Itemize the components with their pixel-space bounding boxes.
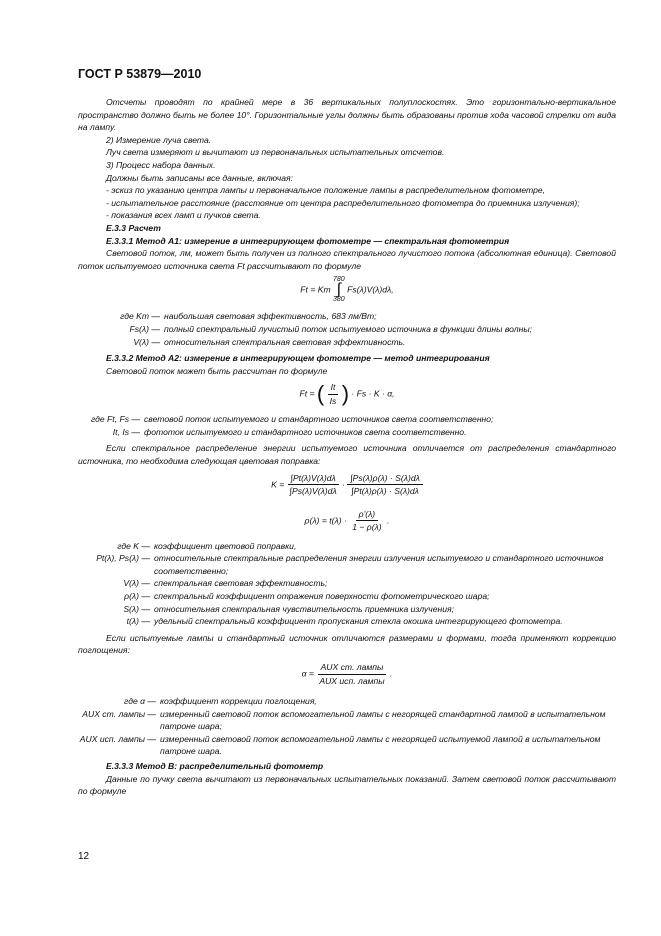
fraction-denominator: ∫Pt(λ)ρ(λ) · S(λ)dλ <box>351 486 419 497</box>
definition-item <box>78 310 616 323</box>
paragraph: 3) Процесс набора данных. <box>106 159 216 170</box>
list-item: - испытательное расстояние (расстояние от центра распределительного фотометра до приемника излучения); <box>106 197 580 208</box>
paren-left: ( <box>316 381 325 407</box>
formula-rhs: · Fs · K · α, <box>351 388 395 399</box>
definition-item <box>78 695 616 708</box>
definition-symbol: V(λ) — <box>123 578 150 589</box>
fraction-denominator: 1 − ρ(λ) <box>352 522 382 533</box>
formula-end: . <box>387 515 390 526</box>
definition-item <box>78 733 616 758</box>
definition-symbol: It, Is — <box>112 426 140 437</box>
definition-item <box>78 413 616 426</box>
fraction <box>316 661 387 687</box>
definition-item <box>78 323 616 336</box>
definition-symbol: AUX исп. лампы — <box>79 733 156 744</box>
definition-item <box>78 552 616 577</box>
definition-text: спектральная световая эффективность; <box>154 578 328 589</box>
formula-lhs: Ft = Km <box>300 284 331 295</box>
formula-luminous-flux-spectral <box>78 276 616 306</box>
definition-text: относительные спектральные распределения энергии излучения испытуемого и стандартного источников соответственно; <box>154 553 604 576</box>
list-item: - эскиз по указанию центра лампы и первоначальное положение лампы в распределительном фотометре, <box>106 185 546 196</box>
integral-lower-limit: 380 <box>333 296 345 304</box>
definition-text: относительная спектральная чувствительность приемника излучения; <box>154 603 454 614</box>
definition-text: полный спектральный лучистый поток испытуемого источника в функции длины волны; <box>164 323 533 334</box>
formula-absorption-correction <box>78 661 616 691</box>
paragraph: Если испытуемые лампы и стандартный источник отличаются размерами и формами, тогда применяют коррекцию поглощения: <box>78 632 616 656</box>
integral-sign: ∫ <box>336 281 342 299</box>
multiply-dot: · <box>342 479 345 490</box>
paren-right: ) <box>341 381 350 407</box>
definition-symbol: Pt(λ), Ps(λ) — <box>96 553 150 564</box>
integral-upper-limit: 780 <box>333 276 345 284</box>
definition-item <box>78 603 616 616</box>
definition-text: относительная спектральная световая эффективность. <box>164 336 406 347</box>
definition-item <box>78 615 616 628</box>
definition-symbol: Fs(λ) — <box>129 323 160 334</box>
definition-text: измеренный световой поток вспомогательной лампы с негорящей стандартной лампой в испытательном патроне шара; <box>160 708 606 732</box>
fraction <box>287 472 340 498</box>
formula-rhs: Fs(λ)V(λ)dλ, <box>347 284 394 295</box>
definition-item <box>78 577 616 590</box>
definition-text: измеренный световой поток вспомогательной лампы с негорящей испытуемой лампой в испытательном патроне шара. <box>160 733 601 757</box>
formula-luminous-flux-integration <box>78 381 616 409</box>
section-heading: Е.3.3 Расчет <box>106 222 161 233</box>
section-heading: Е.3.3.3 Метод В: распределительный фотометр <box>106 760 324 771</box>
definition-item <box>78 590 616 603</box>
definition-text: световой поток испытуемого и стандартного источников света соответственно; <box>144 414 494 425</box>
definition-symbol: где Km — <box>120 311 160 322</box>
definition-text: удельный спектральный коэффициент пропускания стекла окошка интегрирующего фотометра. <box>154 616 563 627</box>
paragraph: Если спектральное распределение энергии испытуемого источника отличается от распределения стандартного источника, то необходима следующая цветовая поправка: <box>78 443 616 467</box>
fraction-numerator: AUX ст. лампы <box>318 661 387 675</box>
section-heading: Е.3.3.2 Метод А2: измерение в интегрирующем фотометре — метод интегрирования <box>106 353 490 364</box>
definition-symbol: ρ(λ) — <box>124 591 150 602</box>
definition-text: наибольшая световая эффективность, 683 лм/Вт; <box>164 311 377 322</box>
fraction-numerator: It <box>328 381 339 395</box>
definition-symbol: где Ft, Fs — <box>91 414 140 425</box>
definition-symbol: где K — <box>117 540 150 551</box>
fraction-numerator: ∫Pt(λ)V(λ)dλ <box>288 472 339 486</box>
fraction <box>347 472 423 498</box>
document-body <box>78 96 616 798</box>
definition-symbol: t(λ) — <box>126 616 150 627</box>
definition-symbol: S(λ) — <box>123 603 150 614</box>
document-header: ГОСТ Р 53879—2010 <box>78 67 202 81</box>
definition-item <box>78 540 616 553</box>
page-number: 12 <box>78 851 90 862</box>
definition-text: спектральный коэффициент отражения поверхности фотометрического шара; <box>154 591 490 602</box>
paragraph: Данные по пучку света вычитают из первоначальных испытательных показаний. Затем световой поток рассчитывают по формуле <box>78 773 616 797</box>
formula-lhs: ρ(λ) = t(λ) · <box>304 515 347 526</box>
formula-lhs: α = <box>301 668 314 679</box>
fraction <box>327 381 340 407</box>
definition-text: коэффициент коррекции поглощения, <box>160 696 317 706</box>
paragraph: Должны быть записаны все данные, включая: <box>106 172 293 183</box>
fraction-denominator: AUX исп. лампы <box>319 675 385 686</box>
definition-symbol: V(λ) — <box>133 336 160 347</box>
definition-symbol: AUX ст. лампы — <box>82 708 156 719</box>
definition-item <box>78 426 616 439</box>
paragraph: Луч света измеряют и вычитают из первоначальных испытательных отсчетов. <box>106 147 445 158</box>
formula-lhs: K = <box>271 479 285 490</box>
definition-item <box>78 336 616 349</box>
formula-reflectance <box>78 508 616 536</box>
definition-text: коэффициент цветовой поправки, <box>154 540 297 551</box>
formula-end: . <box>389 668 393 679</box>
definition-item <box>78 708 616 733</box>
definition-symbol: где α — <box>124 696 156 706</box>
definition-text: фототок испытуемого и стандартного источников света соответственно. <box>144 426 467 437</box>
fraction-denominator: Is <box>329 395 337 406</box>
paragraph: Световой поток, лм, может быть получен из полного спектрального лучистого потока (абсолютная единица). Световой поток испытуемого источника света Ft рассчитывают по формуле <box>78 248 616 271</box>
paragraph: Световой поток может быть рассчитан по формуле <box>106 365 328 376</box>
paragraph: 2) Измерение луча света. <box>106 134 212 145</box>
fraction-numerator: ∫Ps(λ)ρ(λ) · S(λ)dλ <box>347 472 423 486</box>
fraction-numerator: ρ'(λ) <box>356 508 379 522</box>
list-item: - показания всех ламп и пучков света. <box>106 210 261 221</box>
fraction <box>349 508 384 534</box>
formula-color-correction <box>78 472 616 504</box>
fraction-denominator: ∫Ps(λ)V(λ)dλ <box>289 486 337 497</box>
formula-lhs: Ft = <box>299 388 315 399</box>
section-heading: Е.3.3.1 Метод А1: измерение в интегрирующем фотометре — спектральная фотометрия <box>106 235 510 246</box>
paragraph: Отсчеты проводят по крайней мере в 36 вертикальных полуплоскостях. Это горизонтально-вертикальное пространство должно быть не более 10°. Горизонтальные углы должны быть образованы против хода часовой стрелки от вида на лампу. <box>78 97 616 133</box>
